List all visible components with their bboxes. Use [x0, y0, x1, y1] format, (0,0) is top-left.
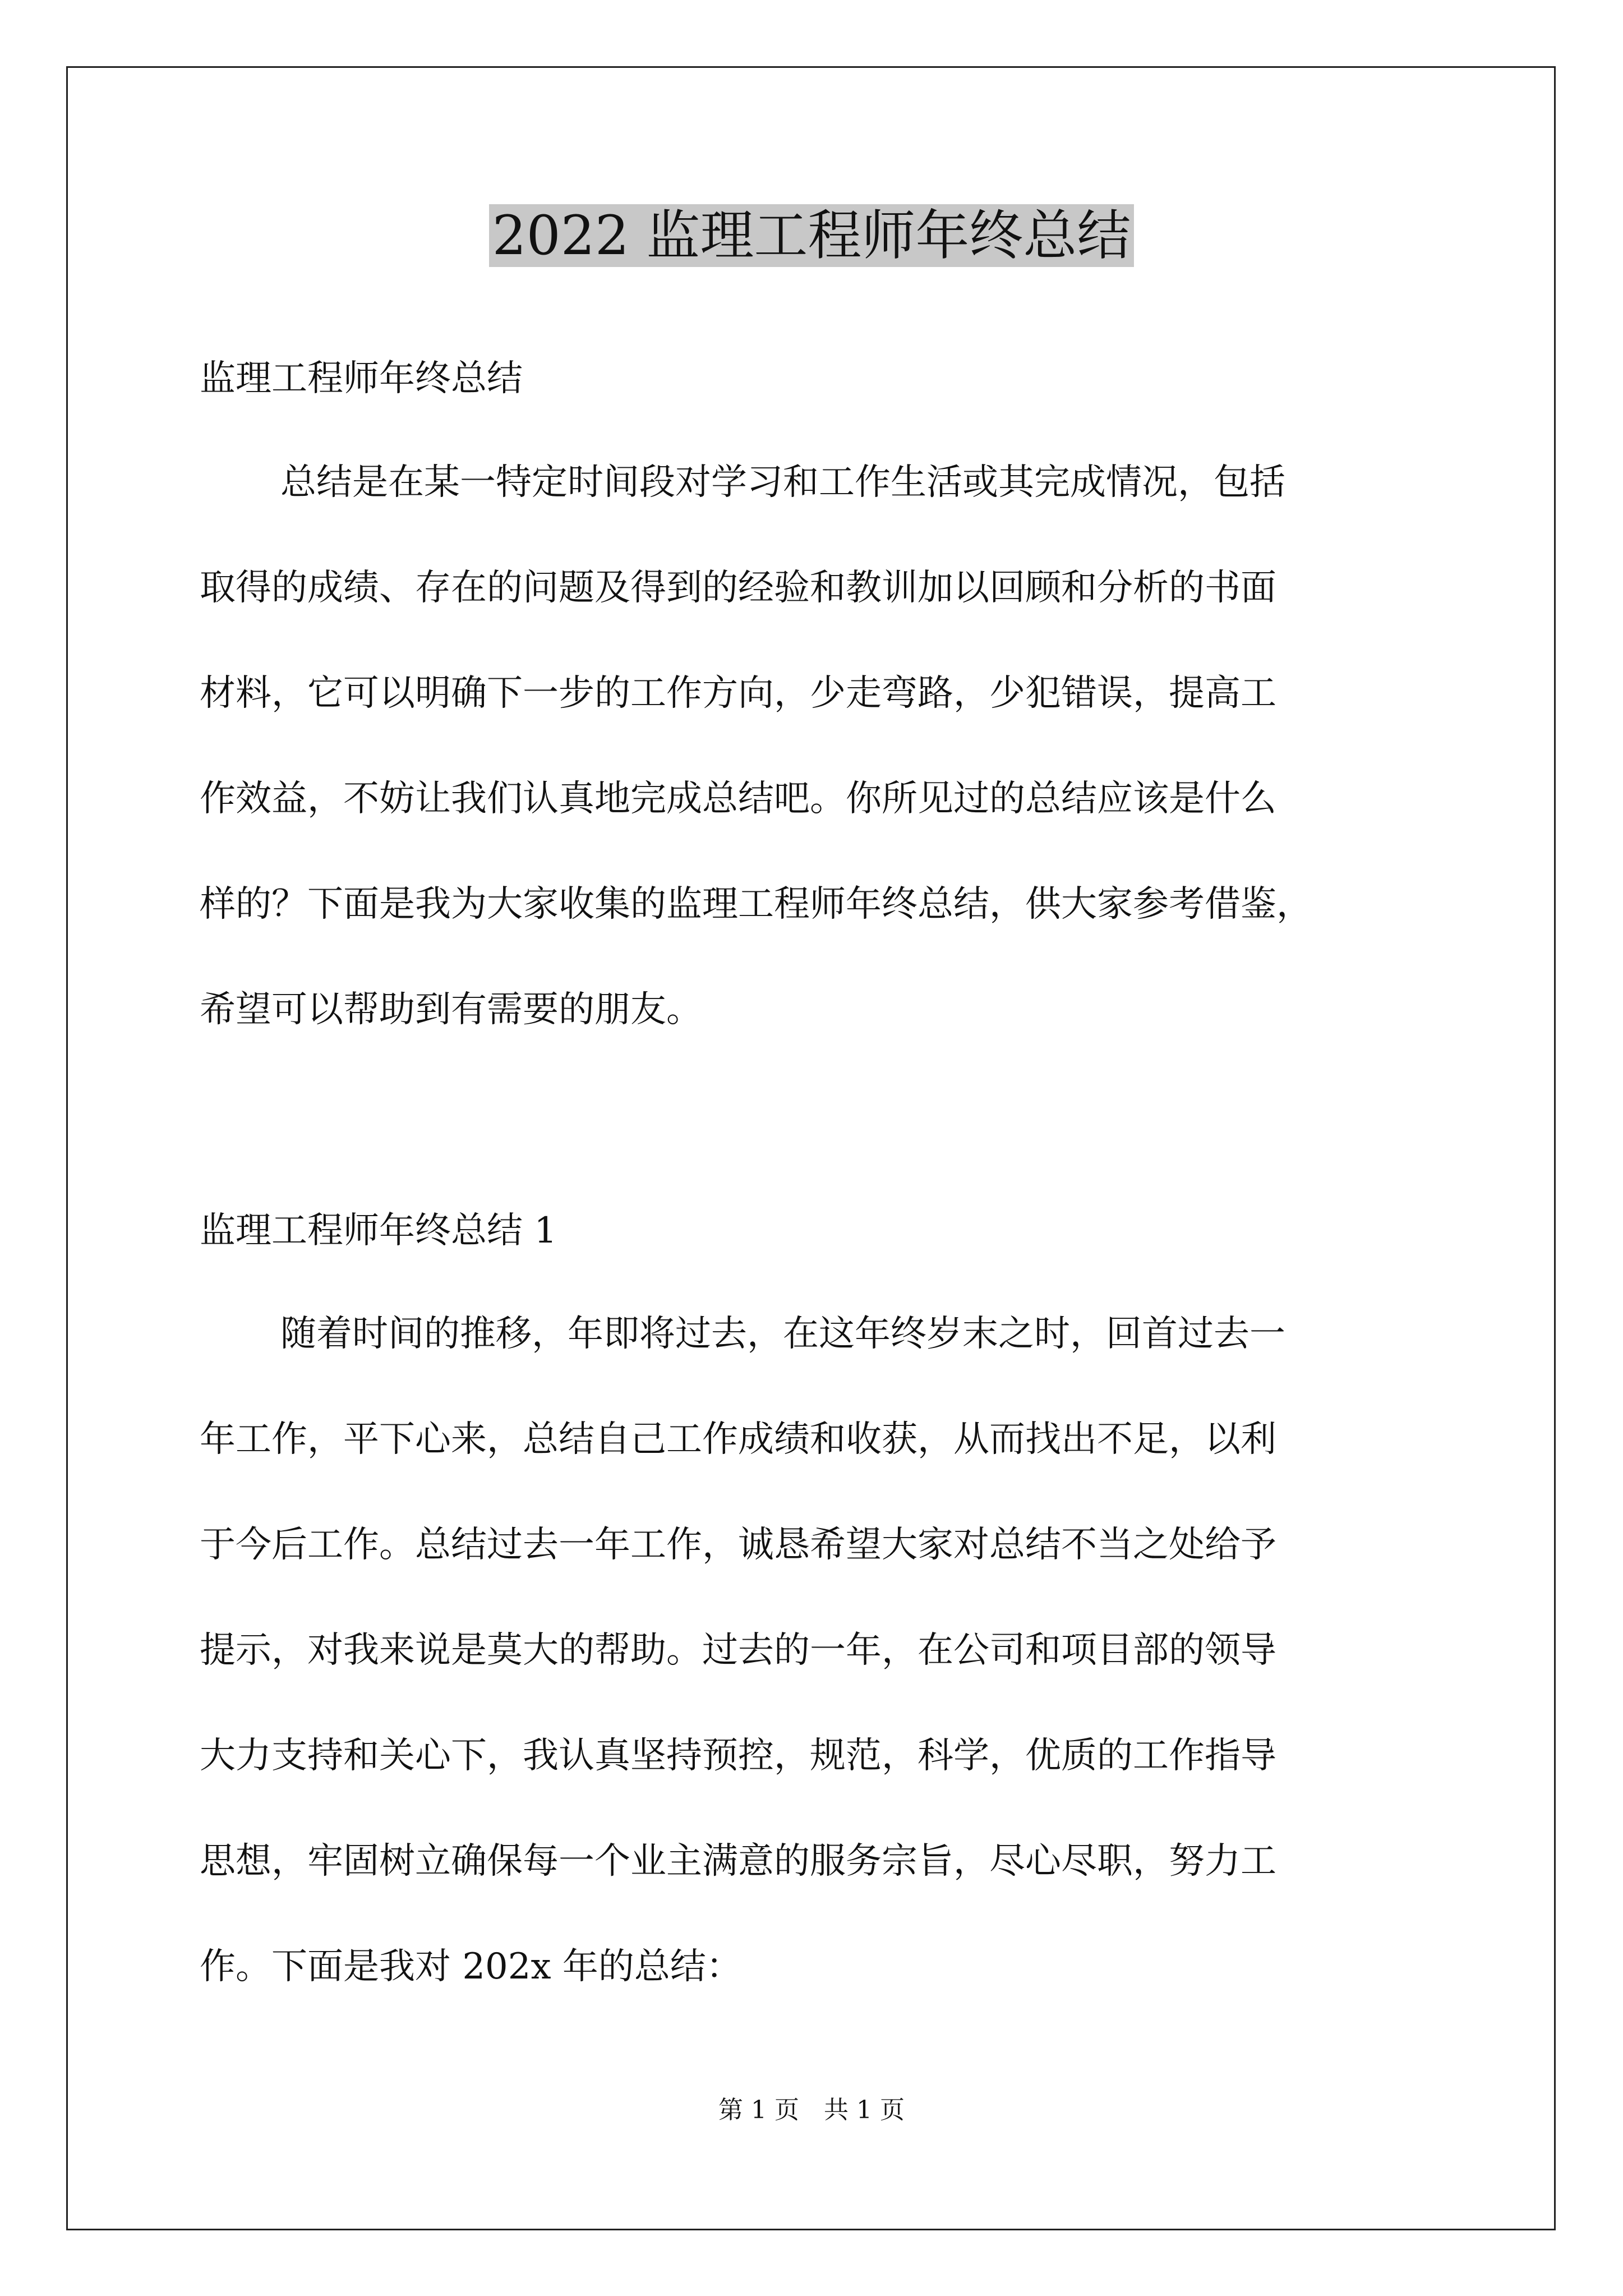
document-title-text: 2022 监理工程师年终总结 [489, 204, 1135, 267]
intro-line-3: 材料，它可以明确下一步的工作方向，少走弯路，少犯错误，提高工 [200, 673, 1276, 714]
intro-line-5: 样的？下面是我为大家收集的监理工程师年终总结，供大家参考借鉴， [200, 884, 1312, 925]
intro-line-6: 希望可以帮助到有需要的朋友。 [200, 989, 702, 1030]
intro-line-4: 作效益，不妨让我们认真地完成总结吧。你所见过的总结应该是什么 [200, 778, 1276, 820]
intro-line-1: 总结是在某一特定时间段对学习和工作生活或其完成情况，包括 [280, 462, 1285, 503]
intro-line-2: 取得的成绩、存在的问题及得到的经验和教训加以回顾和分析的书面 [200, 567, 1276, 609]
section1-heading: 监理工程师年终总结 1 [200, 1210, 557, 1251]
page-footer: 第 1 页 共 1 页 [718, 2096, 905, 2124]
intro-heading: 监理工程师年终总结 [200, 358, 523, 399]
section1-line-1: 随着时间的推移，年即将过去，在这年终岁末之时，回首过去一 [280, 1313, 1285, 1355]
section1-line-2: 年工作，平下心来，总结自己工作成绩和收获，从而找出不足，以利 [200, 1419, 1276, 1460]
document-title [0, 199, 1623, 272]
section1-line-4: 提示，对我来说是莫大的帮助。过去的一年，在公司和项目部的领导 [200, 1630, 1276, 1671]
section1-line-6: 思想，牢固树立确保每一个业主满意的服务宗旨，尽心尽职，努力工 [200, 1841, 1276, 1882]
section1-line-7: 作。下面是我对 202x 年的总结： [200, 1946, 742, 1987]
section1-line-5: 大力支持和关心下，我认真坚持预控，规范，科学，优质的工作指导 [200, 1735, 1276, 1777]
section1-line-3: 于今后工作。总结过去一年工作，诚恳希望大家对总结不当之处给予 [200, 1524, 1276, 1566]
